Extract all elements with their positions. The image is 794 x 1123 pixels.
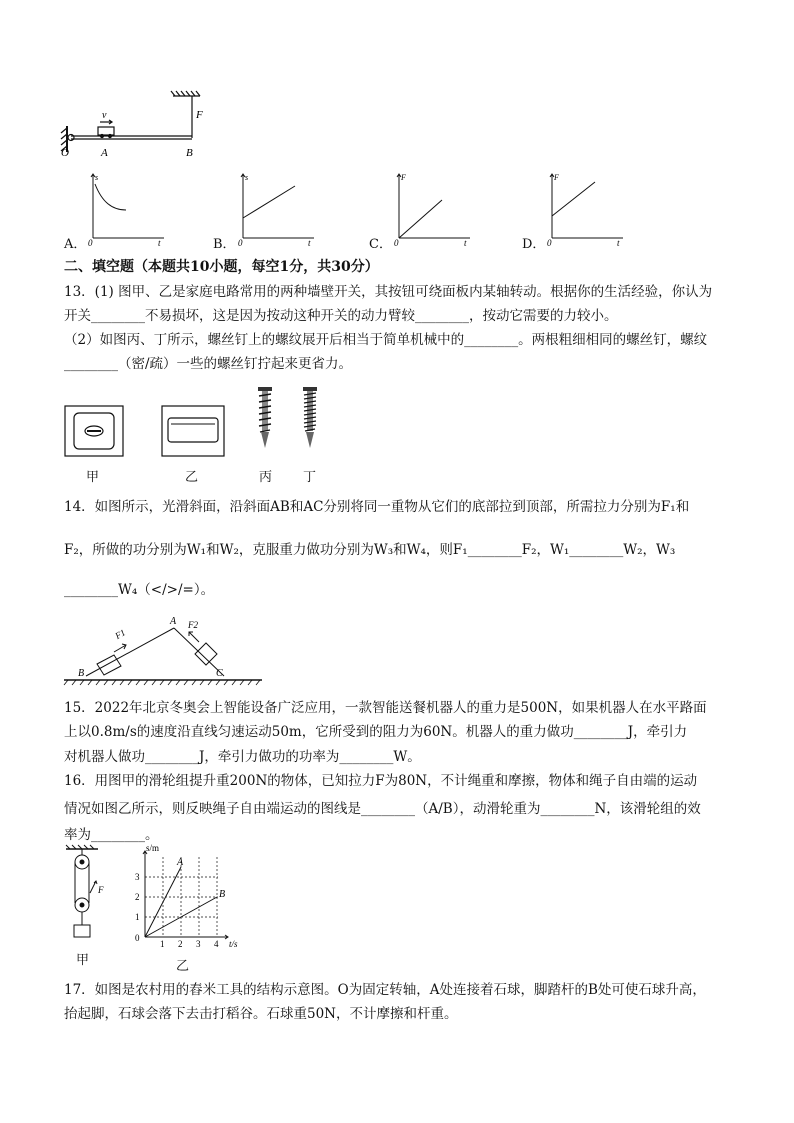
st-ylabel: s/m bbox=[146, 843, 160, 853]
caption-jia: 甲 bbox=[86, 470, 100, 485]
q14-line-1: 14．如图所示，光滑斜面，沿斜面AB和AC分别将同一重物从它们的底部拉到顶部，所需拉力分别为F₁和 bbox=[64, 499, 690, 515]
st-line-B-label: B bbox=[219, 889, 226, 900]
q13-line-3: （2）如图丙、丁所示，螺丝钉上的螺纹展开后相当于简单机械中的________。两根粗细相同的螺丝钉，螺纹 bbox=[64, 332, 708, 348]
option-d-yaxis: F bbox=[554, 173, 559, 182]
q13-line-4: ________（密/疏）一些的螺丝钉拧起来更省力。 bbox=[64, 356, 353, 372]
option-a-letter: A． bbox=[64, 237, 87, 252]
lever-figure bbox=[55, 88, 225, 163]
switch-jia-figure bbox=[64, 405, 124, 457]
caption-yi: 乙 bbox=[185, 470, 199, 485]
caption-ding: 丁 bbox=[303, 470, 317, 485]
label-A: A bbox=[101, 147, 108, 159]
label-F: F bbox=[196, 109, 203, 121]
q16-line-2: 情况如图乙所示，则反映绳子自由端运动的图线是________（A/B），动滑轮重为________N，该滑轮组的效 bbox=[64, 801, 701, 817]
pulley-figure bbox=[64, 845, 109, 945]
label-F1: F1 bbox=[113, 627, 128, 641]
option-c-yaxis: F bbox=[401, 173, 406, 182]
q16-line-1: 16．用图甲的滑轮组提升重200N的物体，已知拉力F为80N，不计绳重和摩擦，物体和绳子自由端的运动 bbox=[64, 773, 698, 789]
st-ytick-0: 0 bbox=[135, 933, 140, 943]
st-ytick-3: 3 bbox=[135, 872, 140, 882]
option-a-yaxis: s bbox=[95, 173, 99, 182]
label-F2: F2 bbox=[188, 620, 198, 630]
st-ytick-1: 1 bbox=[135, 912, 140, 922]
q15-line-1: 15．2022年北京冬奥会上智能设备广泛应用，一款智能送餐机器人的重力是500N，如果机器人在水平路面 bbox=[64, 700, 707, 716]
label-B: B bbox=[78, 668, 85, 679]
label-C: C bbox=[216, 668, 223, 679]
st-xtick-4: 4 bbox=[214, 939, 219, 949]
label-O: O bbox=[61, 147, 69, 159]
option-b-letter: B． bbox=[213, 237, 236, 252]
st-ytick-2: 2 bbox=[135, 892, 140, 902]
option-graph-d bbox=[547, 172, 627, 248]
q15-line-3: 对机器人做功________J，牵引力做功的功率为________W。 bbox=[64, 749, 421, 765]
option-d-letter: D． bbox=[522, 237, 546, 252]
option-d-origin: 0 bbox=[547, 238, 552, 248]
q13-line-1: 13．(1) 图甲、乙是家庭电路常用的两种墙壁开关，其按钮可绕面板内某轴转动。根据你的生活经验，你认为 bbox=[64, 284, 713, 300]
screw-ding-figure bbox=[300, 386, 324, 456]
label-B: B bbox=[186, 147, 193, 159]
graph-caption-yi: 乙 bbox=[176, 959, 190, 974]
q14-line-2: F₂，所做的功分别为W₁和W₂，克服重力做功分别为W₃和W₄，则F₁________F₂，W₁________W₂，W₃ bbox=[64, 542, 676, 558]
option-graph-a bbox=[88, 172, 168, 248]
label-A: A bbox=[170, 616, 177, 627]
option-a-xaxis: t bbox=[158, 238, 161, 248]
option-b-yaxis: s bbox=[245, 173, 249, 182]
st-xtick-1: 1 bbox=[160, 939, 165, 949]
q13-line-2: 开关________不易损坏，这是因为按动这种开关的动力臂较________，按动它需要的力较小。 bbox=[64, 308, 618, 324]
caption-bing: 丙 bbox=[259, 470, 273, 485]
option-graph-b bbox=[238, 172, 318, 248]
section-title: 二、填空题（本题共10小题，每空1分，共30分） bbox=[64, 259, 379, 275]
option-a-origin: 0 bbox=[88, 238, 93, 248]
st-line-A-label: A bbox=[177, 857, 184, 868]
st-xtick-3: 3 bbox=[196, 939, 201, 949]
option-c-origin: 0 bbox=[394, 238, 399, 248]
option-c-letter: C． bbox=[369, 237, 392, 252]
incline-figure bbox=[64, 614, 264, 689]
screw-bing-figure bbox=[255, 386, 279, 456]
option-b-xaxis: t bbox=[308, 238, 311, 248]
st-xtick-2: 2 bbox=[178, 939, 183, 949]
q17-line-2: 抬起脚，石球会落下去击打稻谷。石球重50N，不计摩擦和杆重。 bbox=[64, 1006, 458, 1022]
option-graph-c bbox=[394, 172, 474, 248]
st-xlabel: t/s bbox=[229, 939, 238, 949]
switch-yi-figure bbox=[161, 405, 225, 457]
st-graph bbox=[130, 843, 250, 949]
q14-line-3: ________W₄（</>/=）。 bbox=[64, 582, 215, 598]
label-v: v bbox=[102, 110, 107, 121]
option-b-origin: 0 bbox=[238, 238, 243, 248]
q17-line-1: 17．如图是农村用的舂米工具的结构示意图。O为固定转轴，A处连接着石球，脚踏杆的B处可使石球升高， bbox=[64, 982, 706, 998]
option-c-xaxis: t bbox=[464, 238, 467, 248]
q16-line-3: 率为________。 bbox=[64, 827, 159, 843]
option-d-xaxis: t bbox=[617, 238, 620, 248]
pulley-caption-jia: 甲 bbox=[76, 953, 90, 968]
q15-line-2: 上以0.8m/s的速度沿直线匀速运动50m，它所受到的阻力为60N。机器人的重力做功________J，牵引力 bbox=[64, 724, 688, 740]
pulley-F-label: F bbox=[98, 885, 104, 895]
